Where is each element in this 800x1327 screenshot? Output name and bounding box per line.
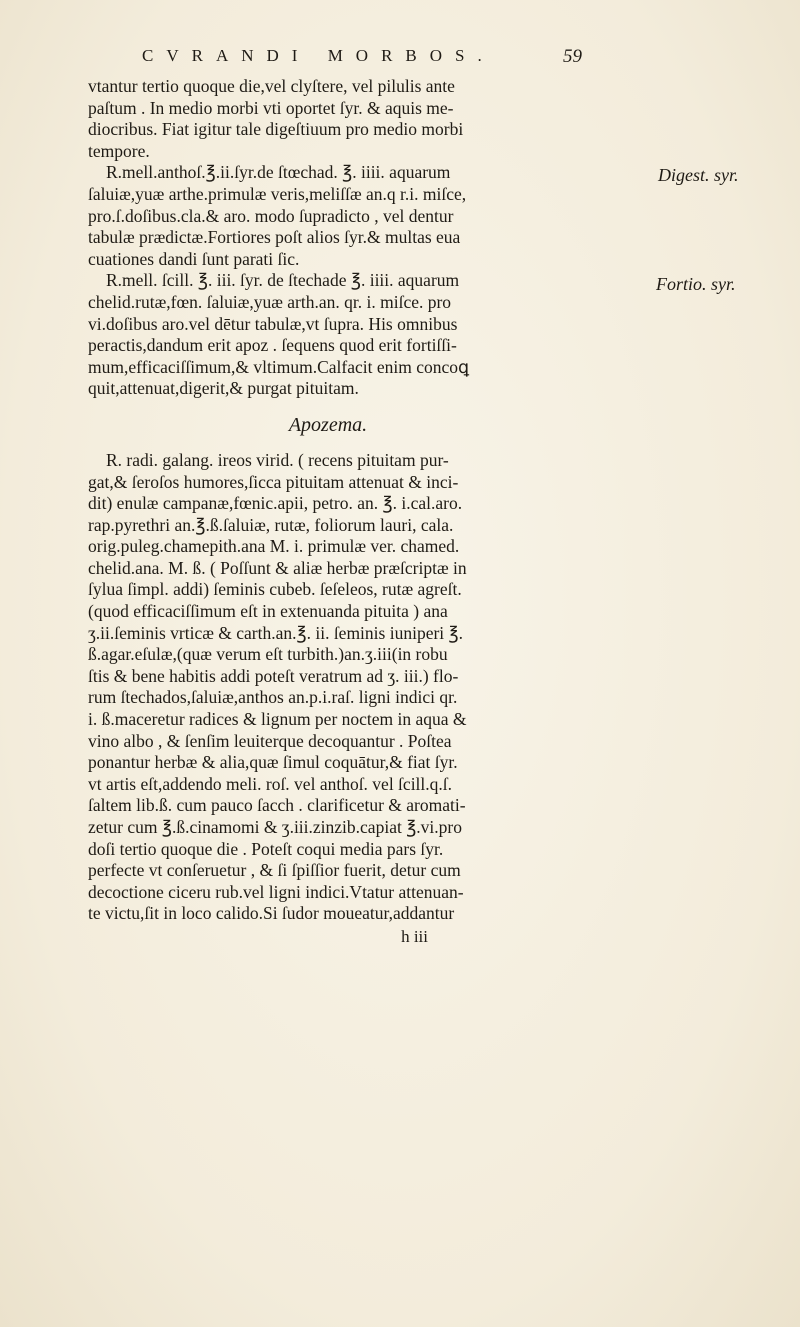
page-header: [142, 46, 582, 76]
text-column: [88, 76, 568, 947]
text-line: peractis,dandum erit apoz . ſequens quod erit fortiſſi-: [88, 335, 457, 356]
text-line: R.mell. ſcill. ℥. iii. ſyr. de ſtechade ℥. iiii. aquarum: [106, 270, 460, 291]
text-line: rum ſtechados,ſaluiæ,anthos an.p.i.raſ. ligni indici qr.: [88, 687, 458, 708]
text-line: doſi tertio quoque die . Poteſt coqui media pars ſyr.: [88, 838, 444, 859]
paragraph-1: [88, 76, 568, 162]
text-line: paſtum . In medio morbi vti oportet ſyr. & aquis me-: [88, 97, 454, 118]
text-line: cuationes dandi ſunt parati ſic.: [88, 248, 300, 269]
text-line: ſylua ſimpl. addi) ſeminis cubeb. ſeſeleos, rutæ agreſt.: [88, 579, 462, 600]
text-line: tempore.: [88, 140, 150, 161]
text-line: pro.ſ.doſibus.cla.& aro. modo ſupradicto , vel dentur: [88, 205, 454, 226]
section-heading: Apozema.: [288, 413, 368, 436]
text-line: diocribus. Fiat igitur tale digeſtiuum pro medio morbi: [88, 119, 464, 140]
text-line: R.mell.anthoſ.℥.ii.ſyr.de ſtœchad. ℥. iiii. aquarum: [106, 162, 451, 183]
text-line: vino albo , & ſenſim leuiterque decoquantur . Poſtea: [88, 730, 452, 751]
text-line: te victu,ſit in loco calido.Si ſudor moueatur,addantur: [88, 903, 455, 924]
margin-note-digest: Digest. syr.: [658, 165, 739, 185]
text-line: chelid.ana. M. ß. ( Poſſunt & aliæ herbæ præſcriptæ in: [88, 557, 467, 578]
text-line: (quod efficaciſſimum eſt in extenuanda pituita ) ana: [88, 601, 448, 622]
running-title: CVRANDI MORBOS.: [142, 46, 495, 65]
margin-note-fortior: Fortio. syr.: [656, 274, 736, 294]
text-line: ſaluiæ,yuæ arthe.primulæ veris,meliſſæ an.q r.i. miſce,: [88, 183, 467, 204]
text-line: orig.puleg.chamepith.ana M. i. primulæ ver. chamed.: [88, 536, 460, 557]
text-line: vi.doſibus aro.vel dētur tabulæ,vt ſupra. His omnibus: [88, 313, 458, 334]
text-line: zetur cum ℥.ß.cinamomi & ʒ.iii.zinzib.capiat ℥.vi.pro: [88, 817, 462, 837]
text-line: perfecte vt conſeruetur , & ſi ſpiſſior fuerit, detur cum: [88, 860, 461, 881]
text-line: quit,attenuat,digerit,& purgat pituitam.: [88, 378, 359, 399]
text-line: ponantur herbæ & alia,quæ ſimul coquātur,& fiat ſyr.: [88, 752, 458, 773]
text-line: mum,efficaciſſimum,& vltimum.Calfacit enim concoꝗ: [88, 356, 470, 377]
text-line: chelid.rutæ,fœn. ſaluiæ,yuæ arth.an. qr. i. miſce. pro: [88, 291, 452, 312]
recipe-strong-syrup: [88, 270, 568, 400]
text-line: decoctione ciceru rub.vel ligni indici.Vtatur attenuan-: [88, 881, 464, 902]
page-number: 59: [563, 46, 582, 67]
text-line: i. ß.maceretur radices & lignum per noctem in aqua &: [88, 709, 467, 730]
text-line: gat,& ſeroſos humores,ſicca pituitam attenuat & inci-: [88, 471, 459, 492]
text-line: R. radi. galang. ireos virid. ( recens pituitam pur-: [106, 449, 449, 470]
text-line: tabulæ prædictæ.Fortiores poſt alios ſyr.& multas eua: [88, 227, 461, 248]
text-line: dit) enulæ campanæ,fœnic.apii, petro. an. ℥. i.cal.aro.: [88, 493, 463, 514]
text-line: ſaltem lib.ß. cum pauco ſacch . clarificetur & aromati-: [88, 795, 466, 816]
text-line: vtantur tertio quoque die,vel clyſtere, vel pilulis ante: [88, 76, 455, 96]
catchword: h iii: [401, 926, 428, 946]
text-line: ʒ.ii.ſeminis vrticæ & carth.an.℥. ii. ſeminis iuniperi ℥.: [88, 622, 464, 643]
recipe-apozema: [88, 450, 568, 925]
text-line: ſtis & bene habitis addi poteſt veratrum ad ʒ. iii.) flo-: [88, 665, 459, 686]
text-line: ß.agar.eſulæ,(quæ verum eſt turbith.)an.ʒ.iii(in robu: [88, 644, 448, 665]
recipe-digestive: [88, 162, 568, 270]
text-line: rap.pyrethri an.℥.ß.ſaluiæ, rutæ, foliorum lauri, cala.: [88, 514, 454, 535]
text-line: vt artis eſt,addendo meli. roſ. vel anthoſ. vel ſcill.q.ſ.: [88, 773, 453, 794]
